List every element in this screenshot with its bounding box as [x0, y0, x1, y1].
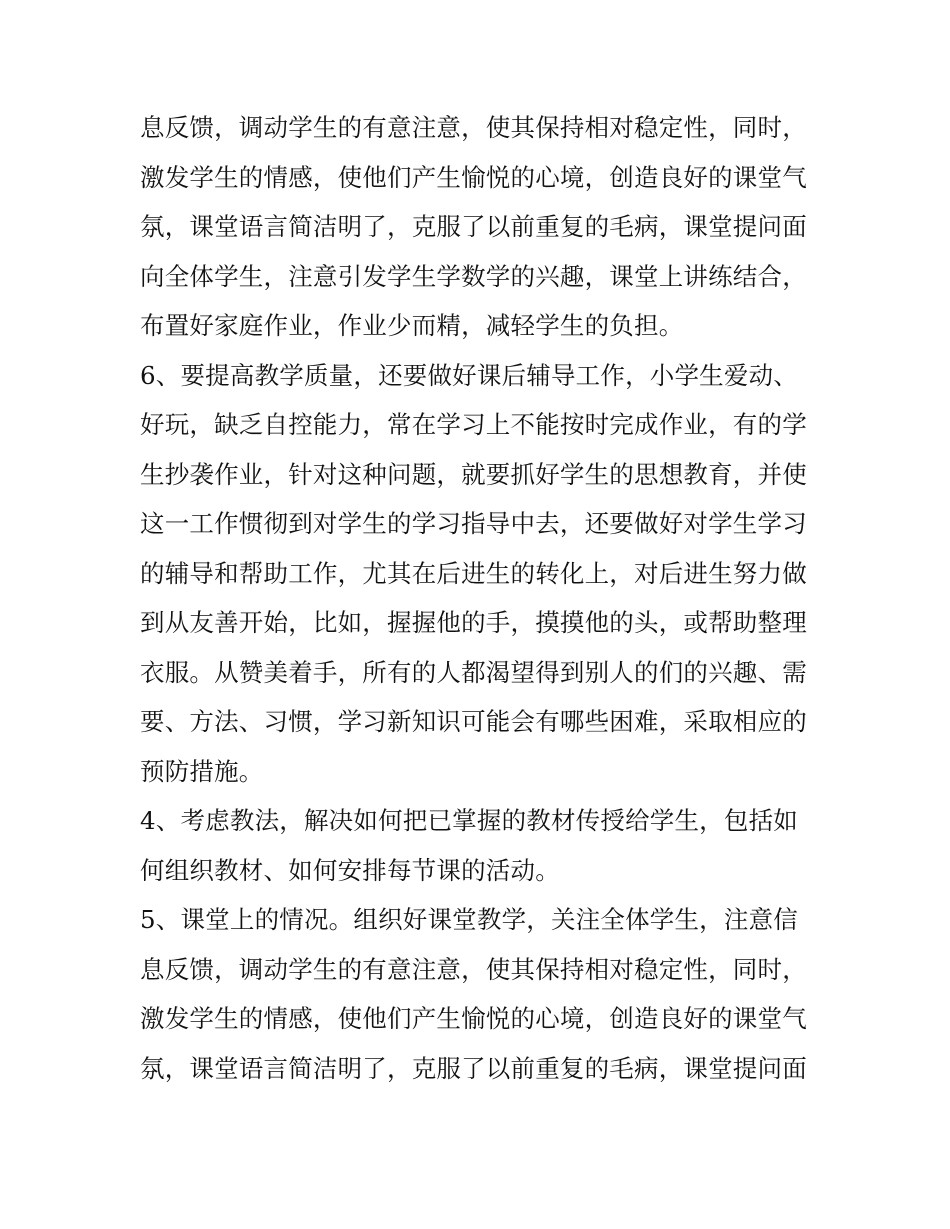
text-line: 氛，课堂语言简洁明了，克服了以前重复的毛病，课堂提问面 — [140, 212, 807, 241]
text-line: 到从友善开始，比如，握握他的手，摸摸他的头，或帮助整理 — [140, 608, 807, 637]
text-line: 这一工作惯彻到对学生的学习指导中去，还要做好对学生学习 — [140, 509, 807, 538]
text-line: 息反馈，调动学生的有意注意，使其保持相对稳定性，同时， — [140, 113, 807, 142]
text-line: 生抄袭作业，针对这种问题，就要抓好学生的思想教育，并使 — [140, 459, 807, 489]
text-line: 激发学生的情感，使他们产生愉悦的心境，创造良好的课堂气 — [140, 1004, 807, 1033]
body-text — [140, 103, 820, 1093]
text-line: 的辅导和帮助工作，尤其在后进生的转化上，对后进生努力做 — [140, 558, 807, 588]
text-line: 息反馈，调动学生的有意注意，使其保持相对稳定性，同时， — [140, 954, 807, 984]
text-line: 向全体学生，注意引发学生学数学的兴趣，课堂上讲练结合， — [140, 261, 807, 291]
text-line: 激发学生的情感，使他们产生愉悦的心境，创造良好的课堂气 — [140, 162, 807, 192]
text-line: 衣服。从赞美着手，所有的人都渴望得到别人的们的兴趣、需 — [140, 657, 807, 687]
text-line: 预防措施。 — [140, 756, 264, 786]
text-line: 布置好家庭作业，作业少而精，减轻学生的负担。 — [140, 311, 684, 340]
text-line: 5、课堂上的情况。组织好课堂教学，关注全体学生，注意信 — [140, 905, 798, 934]
text-line: 6、要提高教学质量，还要做好课后辅导工作，小学生爱动、 — [140, 360, 798, 390]
text-line: 要、方法、习惯，学习新知识可能会有哪些困难，采取相应的 — [140, 707, 807, 736]
text-line: 何组织教材、如何安排每节课的活动。 — [140, 855, 560, 885]
text-line: 好玩，缺乏自控能力，常在学习上不能按时完成作业，有的学 — [140, 410, 807, 439]
text-line: 氛，课堂语言简洁明了，克服了以前重复的毛病，课堂提问面 — [140, 1053, 807, 1083]
text-line: 4、考虑教法，解决如何把已掌握的教材传授给学生，包括如 — [140, 806, 798, 835]
